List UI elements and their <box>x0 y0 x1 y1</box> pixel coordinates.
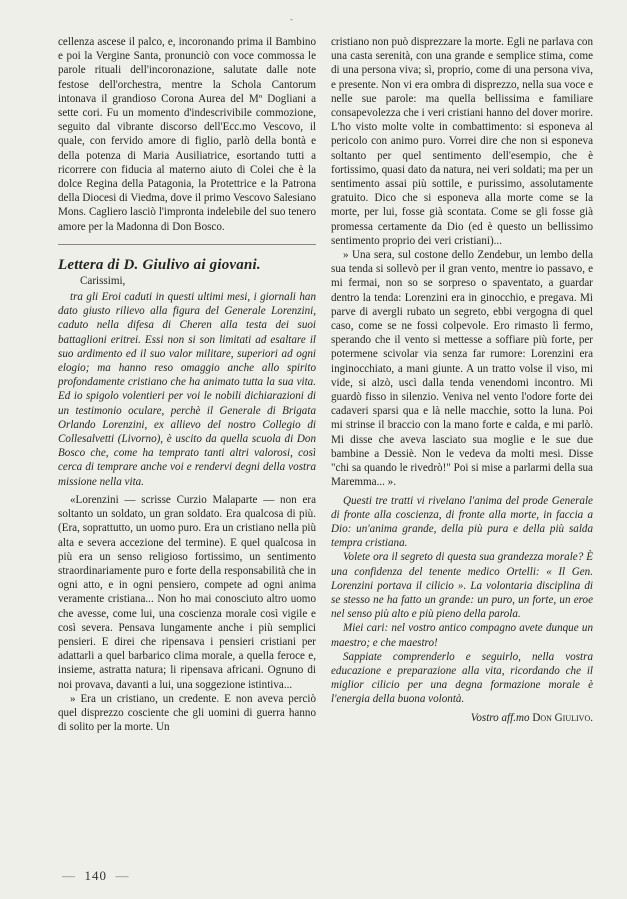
letter-heading: Lettera di D. Giulivo ai giovani. <box>58 256 261 273</box>
letter-signature <box>331 711 593 725</box>
letter-salutation: Carissimi, <box>80 274 126 287</box>
quote-paragraph: » Una sera, sul costone dello Zendebur, un lembo della sua tenda si sollevò per il gran vento, mentre io passavo, e mi fermai, non so se sorpreso o spaventato, a guardar dentro la tenda: Lorenzini era in ginocchio, e pregava. Mi parve di avergli rubato un segreto, ebbi vergogna di quel caso, come se ne fossi colpevole. Ero rimasto lì fermo, sperando che il vento si mettesse a soffiare più forte, per potermene scivolar via senza far rumore: Lorenzini era inginocchiato, a mani giunte. A un tratto volse il viso, mi vide, si alzò, uscì dalla tenda venendomi incontro. Mi guardò fisso in silenzio. Veniva nel vento l'odore forte dei cadaveri sparsi qua e là nelle macchie, sotto la luna. Poi mi strinse il braccio con la mano forte e calda, e mi parlò. Mi disse che aveva lasciato sua moglie e le sue due bambine a Dessiè. Non le vedeva da molti mesi. Disse "chi sa quando le rivedrò!" Poi si mise a parlarmi della sua Maremma... ». <box>331 249 593 489</box>
signature-name: Don Giulivo. <box>532 711 593 724</box>
quote-paragraph: » Era un cristiano, un credente. E non aveva perciò quel disprezzo cosciente che gli uomini di guerra hanno di solito per la morte. Un <box>58 692 316 734</box>
left-column <box>58 35 316 734</box>
printer-mark: - <box>290 14 293 24</box>
quote-paragraph: cristiano non può disprezzare la morte. Egli ne parlava con una casta serenità, con una grande e semplice stima, come di una persona viva; sì, proprio, come di una persona viva, e presente. Non vi era ombra di disprezzo, nella sua voce e nelle sue parole: ma quella bellissima e familiare consapevolezza che i veri cristiani hanno del dover morire. L'ho visto molte volte in combattimento: si esponeva al pericolo con animo puro. Vorrei dire che non si esponeva soltanto per quel sentimento dell'esempio, che è fortissimo, quasi dato da natura, nei veri soldati; ma per un sentimento assai più sottile, e purissimo, assolutamente gratuito. Dico che si esponeva alla morte come se la morte, per lui, fosse già scontata. Come se gli fosse già promessa certamente da Dio (ed è questo un bellissimo sentimento proprio dei veri cristiani)... <box>331 36 593 247</box>
right-column <box>331 35 593 725</box>
letter-intro-paragraph: tra gli Eroi caduti in questi ultimi mesi, i giornali han dato giusto rilievo alla figura del Generale Lorenzini, caduto nella difesa di Cheren alla testa dei suoi battaglioni eritrei. Essi non si son limitati ad esaltare il suo ardimento ed il suo valor militare, superiori ad ogni elogio; ma hanno reso omaggio anche allo spirito profondamente cristiano che ha animato tutta la sua vita. Ed io spigolo volentieri per voi le nobili dichiarazioni di un testimonio oculare, perchè il Generale di Brigata Orlando Lorenzini, ex allievo del nostro Collegio di Collesalvetti (Livorno), è uscito da quella scuola di Don Bosco che, come ha temprato tanti altri valorosi, così cerca di temprare anche voi e rendervi degni della vostra missione nella vita. <box>58 291 316 488</box>
letter-paragraph: Sappiate comprenderlo e seguirlo, nella vostra educazione e preparazione alla vita, ricordando che il miglior cilicio per una degna formazione morale è l'energia della buona volontà. <box>331 650 593 706</box>
article-continuation-paragraph: cellenza ascese il palco, e, incoronando prima il Bambino e poi la Vergine Santa, pronunciò con voce commossa le parole rituali dell'incoronazione, salutate dalle note festose dell'orchestra, mentre la Schola Cantorum intonava il grandioso Corona Aurea del Mº Dogliani a sette cori. Fu un momento d'indescrivibile commozione, seguito dal vibrante discorso dell'Ecc.mo Vescovo, il quale, con fervido amore di figlio, parlò della bontà e della potenza di Maria Ausiliatrice, esortando tutti a ricorrere con fiducia al materno aiuto di Colei che è la dolce Regina della Patagonia, la Protettrice e la Patrona della Diocesi di Viedma, dove il primo Vescovo Salesiano Mons. Cagliero lasciò l'impronta indelebile del suo tenero amore per la Madonna di Don Bosco. <box>58 36 316 233</box>
letter-paragraph: Volete ora il segreto di questa sua grandezza morale? È una confidenza del tenente medico Ortelli: « Il Gen. Lorenzini portava il cilicio ». La volontaria disciplina di se stesso ne ha fatto un grande: un puro, un forte, un eroe nel senso più alto e più pieno della parola. <box>331 551 593 621</box>
letter-paragraph: Questi tre tratti vi rivelano l'anima del prode Generale di fronte alla coscienza, di fronte alla morte, in faccia a Dio: un'anima grande, della più pura e della più salda tempra cristiana. <box>331 494 593 550</box>
signature-prefix: Vostro aff.mo <box>470 711 530 724</box>
letter-paragraph: Miei cari: nel vostro antico compagno avete dunque un maestro; e che maestro! <box>331 622 593 649</box>
quote-paragraph: «Lorenzini — scrisse Curzio Malaparte — non era soltanto un soldato, un gran soldato. Era qualcosa di più. (Era, soprattutto, un uomo puro. Era un cristiano nella più alta e severa accezione del termine). E quel qualcosa in più era un senso religioso fortissimo, un sentimento straordinariamente puro e forte della responsabilità che in ogni atto, e in ogni pensiero, compete ad ogni anima veramente cristiana... Non ho mai conosciuto altro uomo che avesse, come lui, una coscienza morale così vigile e così severa. Pensava lungamente anche i più semplici pensieri. E direi che ripensava i pensieri cristiani per adattarli a quel barbarico clima morale, a quella feroce e, insieme, astratta natura; li ripensava africani. Ognuno di noi provava, davanti a lui, una soggezione istintiva... <box>58 493 316 691</box>
section-divider <box>58 244 316 245</box>
page-number: — 140 — <box>62 868 130 884</box>
